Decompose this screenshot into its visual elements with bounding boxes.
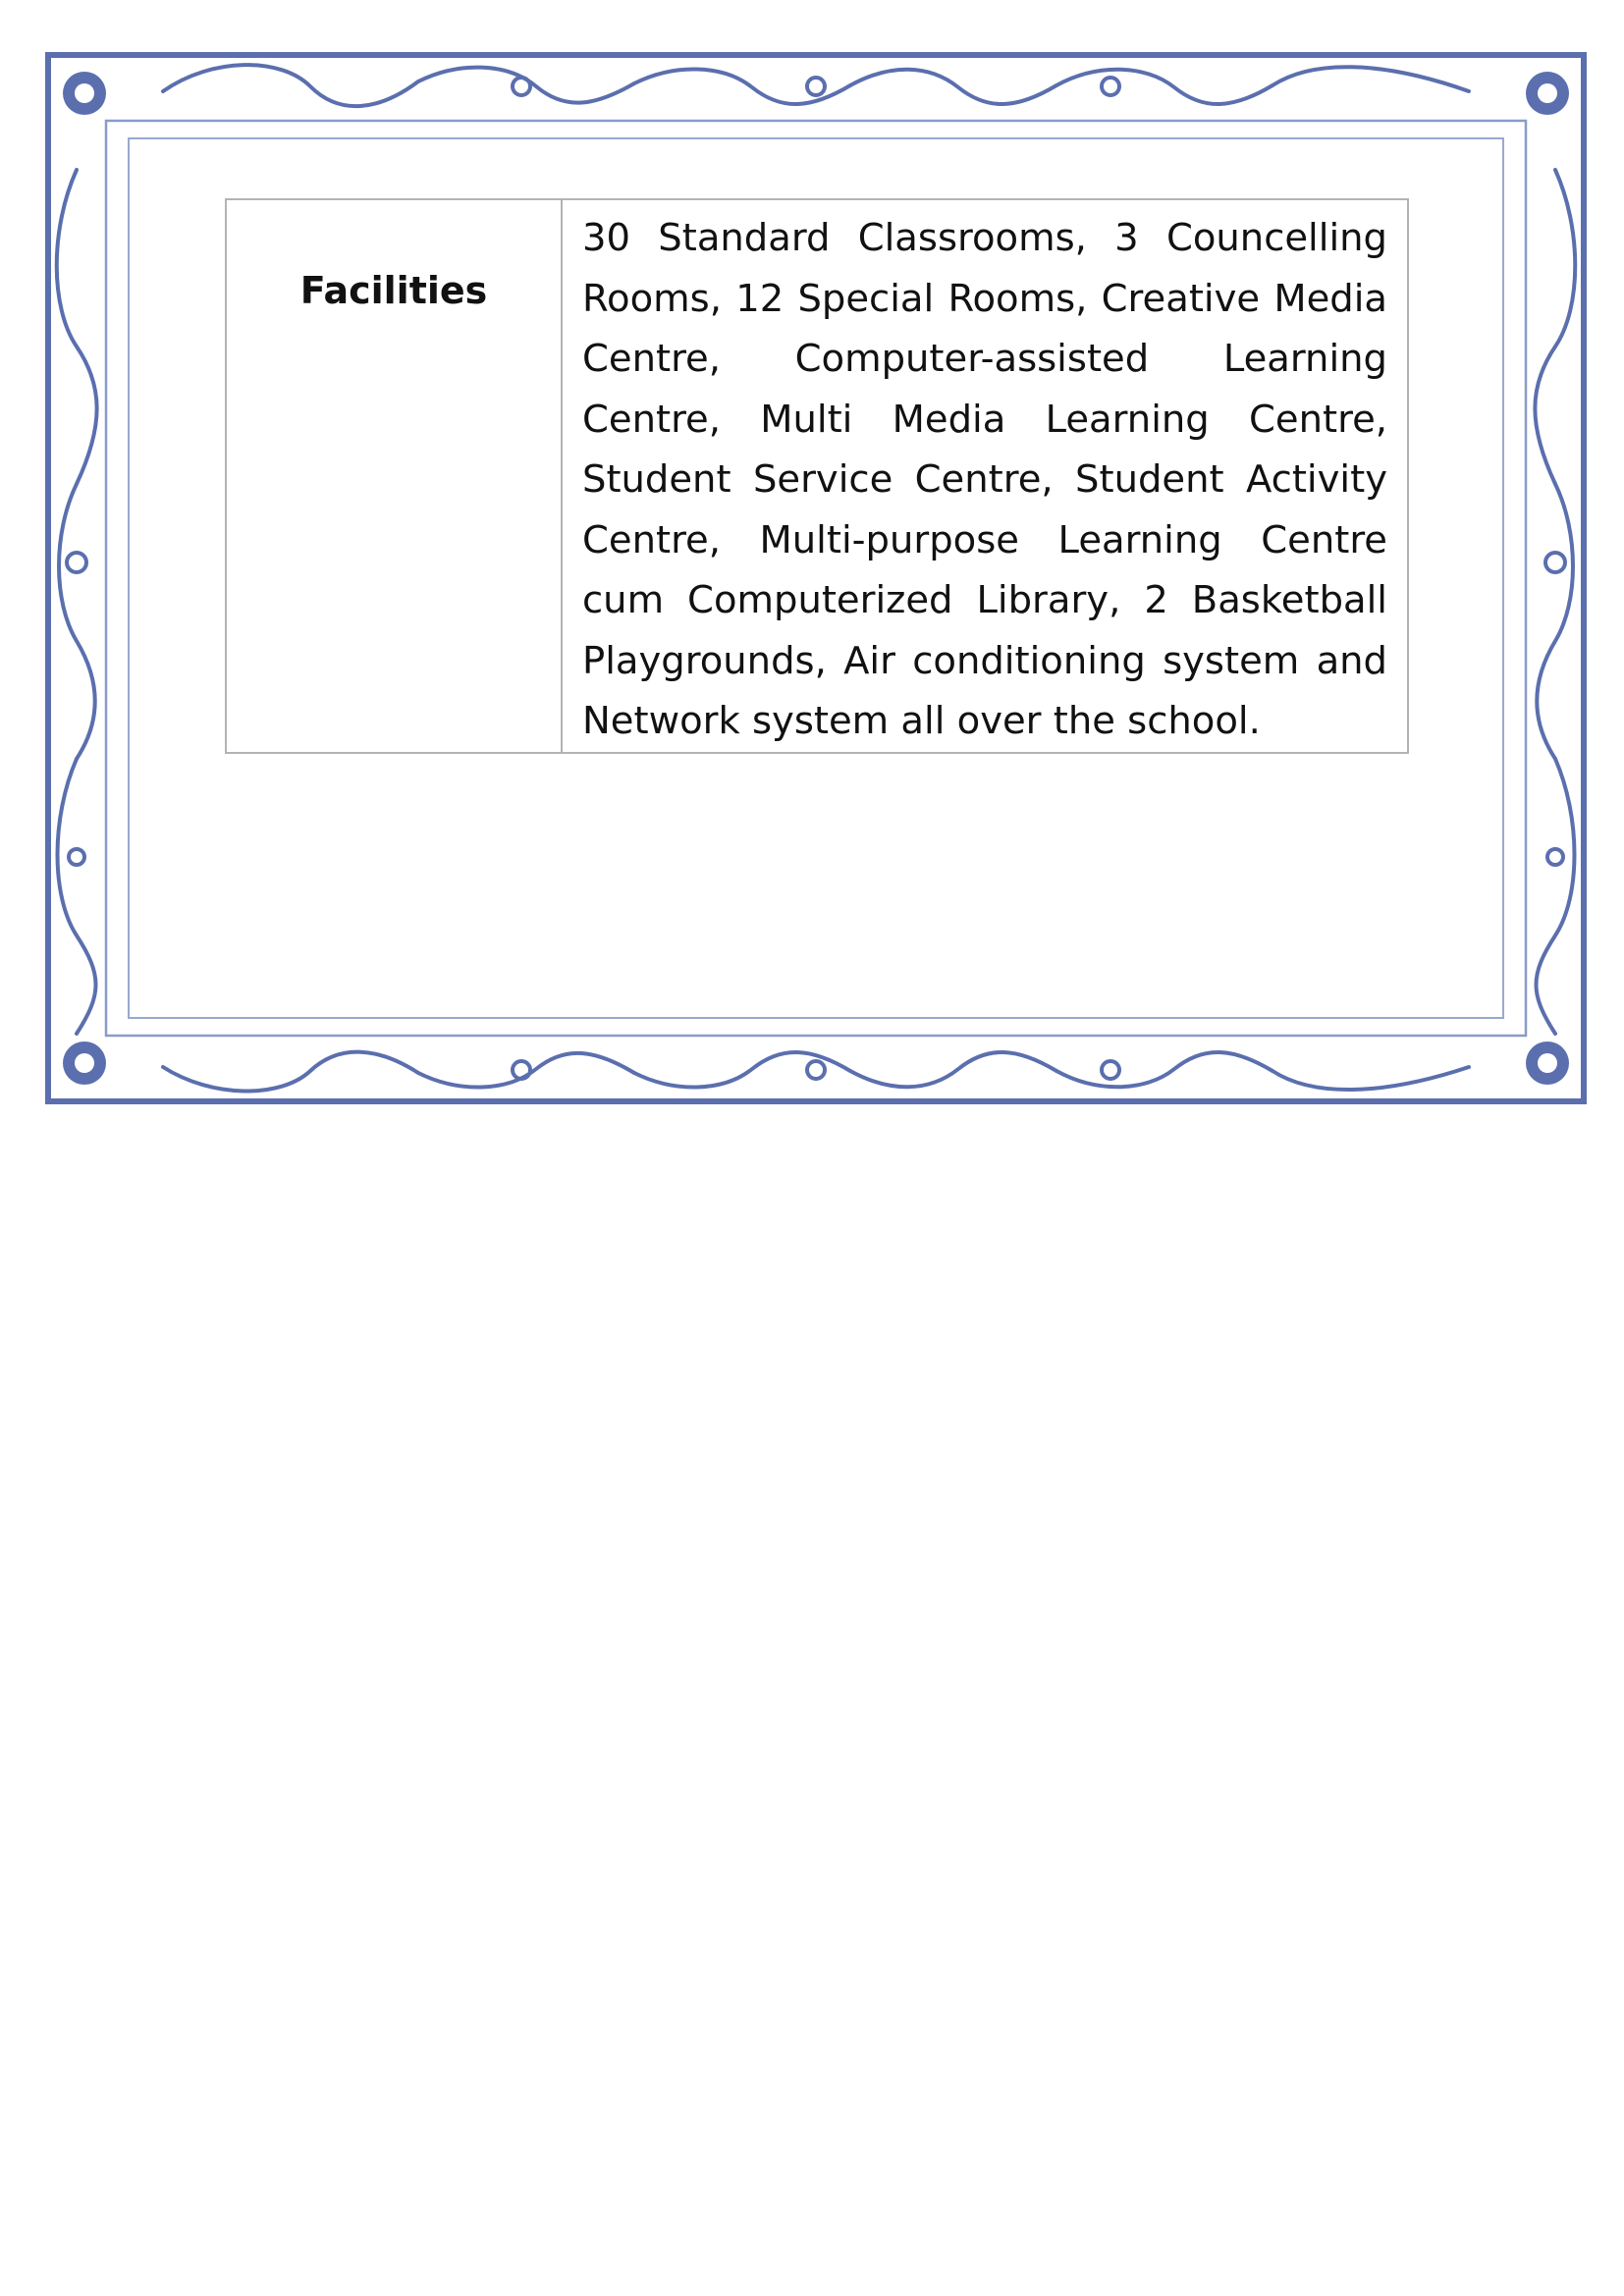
facilities-description: 30 Standard Classrooms, 3 Councelling Rooms, 12 Special Rooms, Creative Media Centre, Computer-assisted Learning Centre, Multi Media Learning Centre, Student Service Centre, Student Activity Centre, Multi-purpose Learning Centre cum Computerized Library, 2 Basketball Playgrounds, Air conditioning system and Network system all over the school. bbox=[562, 199, 1408, 753]
facilities-table bbox=[225, 198, 1409, 754]
table-row bbox=[226, 199, 1408, 753]
facilities-label: Facilities bbox=[226, 199, 562, 753]
